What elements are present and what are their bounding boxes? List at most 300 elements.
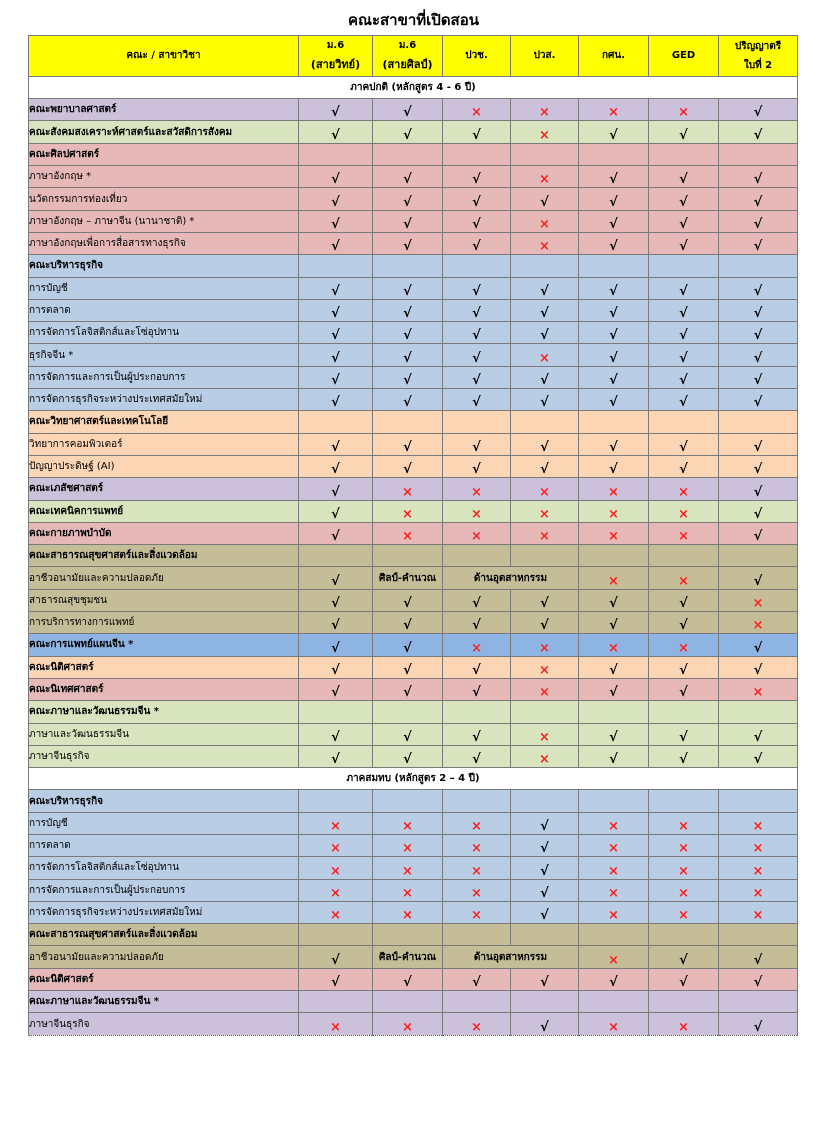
mark-cell bbox=[443, 389, 511, 411]
mark-cell bbox=[579, 500, 649, 522]
mark-cell bbox=[579, 121, 649, 143]
cross-icon: × bbox=[539, 752, 550, 768]
mark-cell bbox=[299, 901, 373, 923]
mark-cell bbox=[443, 745, 511, 767]
program-row bbox=[29, 366, 798, 388]
check-icon: √ bbox=[403, 105, 412, 121]
program-name: ภาษาอังกฤษ – ภาษาจีน (นานาชาติ) * bbox=[29, 210, 299, 232]
mark-cell bbox=[443, 656, 511, 678]
cross-icon: × bbox=[471, 841, 482, 857]
check-icon: √ bbox=[331, 439, 340, 455]
check-icon: √ bbox=[403, 328, 412, 344]
empty-cell bbox=[649, 411, 719, 433]
mark-cell bbox=[373, 99, 443, 121]
cross-icon: × bbox=[471, 105, 482, 121]
check-icon: √ bbox=[331, 506, 340, 522]
empty-cell bbox=[649, 924, 719, 946]
faculty-row bbox=[29, 500, 798, 522]
check-icon: √ bbox=[331, 239, 340, 255]
mark-cell bbox=[649, 812, 719, 834]
mark-cell bbox=[511, 745, 579, 767]
check-icon: √ bbox=[753, 172, 763, 188]
empty-cell bbox=[719, 411, 798, 433]
cross-icon: × bbox=[539, 662, 550, 678]
mark-cell bbox=[373, 879, 443, 901]
mark-cell bbox=[579, 299, 649, 321]
empty-cell bbox=[299, 701, 373, 723]
mark-cell bbox=[649, 455, 719, 477]
mark-cell bbox=[579, 478, 649, 500]
check-icon: √ bbox=[753, 529, 763, 545]
mark-cell bbox=[579, 968, 649, 990]
mark-cell bbox=[719, 99, 798, 121]
cross-icon: × bbox=[330, 1019, 341, 1035]
program-row bbox=[29, 812, 798, 834]
check-icon: √ bbox=[540, 194, 549, 210]
mark-cell bbox=[511, 589, 579, 611]
mark-cell bbox=[443, 589, 511, 611]
empty-cell bbox=[443, 991, 511, 1013]
cross-icon: × bbox=[330, 863, 341, 879]
check-icon: √ bbox=[679, 618, 688, 634]
check-icon: √ bbox=[609, 439, 618, 455]
check-icon: √ bbox=[609, 975, 618, 991]
mark-cell bbox=[299, 879, 373, 901]
check-icon: √ bbox=[331, 127, 340, 143]
empty-cell bbox=[299, 143, 373, 165]
check-icon: √ bbox=[472, 596, 481, 612]
cross-icon: × bbox=[752, 685, 764, 701]
program-row bbox=[29, 1013, 798, 1035]
empty-cell bbox=[299, 545, 373, 567]
program-name: การจัดการโลจิสติกส์และโซ่อุปทาน bbox=[29, 857, 299, 879]
cross-icon: × bbox=[402, 484, 413, 500]
cross-icon: × bbox=[471, 640, 482, 656]
mark-cell bbox=[511, 522, 579, 544]
empty-cell bbox=[719, 143, 798, 165]
program-name: วิทยาการคอมพิวเตอร์ bbox=[29, 433, 299, 455]
program-row bbox=[29, 322, 798, 344]
check-icon: √ bbox=[472, 752, 481, 768]
empty-cell bbox=[579, 411, 649, 433]
header-col-sci-line2: (สายวิทย์) bbox=[310, 58, 361, 71]
mark-cell bbox=[511, 277, 579, 299]
cross-icon: × bbox=[608, 573, 619, 589]
mark-cell bbox=[443, 121, 511, 143]
check-icon: √ bbox=[753, 462, 763, 478]
cross-icon: × bbox=[678, 885, 689, 901]
check-icon: √ bbox=[540, 306, 549, 322]
mark-cell bbox=[719, 678, 798, 700]
cross-icon: × bbox=[402, 908, 413, 924]
note-cell: ศิลป์-คำนวณ bbox=[373, 567, 443, 589]
empty-cell bbox=[719, 545, 798, 567]
mark-cell bbox=[649, 522, 719, 544]
faculty-name: คณะนิเทศศาสตร์ bbox=[29, 678, 299, 700]
mark-cell bbox=[373, 210, 443, 232]
check-icon: √ bbox=[753, 328, 763, 344]
mark-cell bbox=[511, 322, 579, 344]
empty-cell bbox=[299, 411, 373, 433]
check-icon: √ bbox=[331, 216, 340, 232]
check-icon: √ bbox=[403, 239, 412, 255]
mark-cell bbox=[299, 723, 373, 745]
empty-cell bbox=[579, 790, 649, 812]
mark-cell bbox=[443, 344, 511, 366]
mark-cell bbox=[373, 745, 443, 767]
program-name: การตลาด bbox=[29, 299, 299, 321]
mark-cell bbox=[649, 857, 719, 879]
check-icon: √ bbox=[331, 172, 340, 188]
mark-cell bbox=[579, 879, 649, 901]
program-row bbox=[29, 277, 798, 299]
program-row bbox=[29, 188, 798, 210]
program-name: การบริการทางการแพทย์ bbox=[29, 612, 299, 634]
faculty-name: คณะพยาบาลศาสตร์ bbox=[29, 99, 299, 121]
program-row bbox=[29, 567, 798, 589]
mark-cell bbox=[649, 277, 719, 299]
mark-cell bbox=[511, 723, 579, 745]
mark-cell bbox=[649, 166, 719, 188]
faculty-row bbox=[29, 678, 798, 700]
mark-cell bbox=[299, 277, 373, 299]
mark-cell bbox=[649, 188, 719, 210]
mark-cell bbox=[299, 522, 373, 544]
check-icon: √ bbox=[403, 685, 412, 701]
program-name: การจัดการและการเป็นผู้ประกอบการ bbox=[29, 366, 299, 388]
check-icon: √ bbox=[609, 395, 618, 411]
faculty-name: คณะการแพทย์แผนจีน * bbox=[29, 634, 299, 656]
mark-cell bbox=[511, 232, 579, 254]
program-name: ภาษาอังกฤษ * bbox=[29, 166, 299, 188]
mark-cell bbox=[579, 277, 649, 299]
check-icon: √ bbox=[753, 729, 763, 745]
empty-cell bbox=[579, 143, 649, 165]
mark-cell bbox=[373, 322, 443, 344]
check-icon: √ bbox=[679, 462, 688, 478]
mark-cell bbox=[373, 812, 443, 834]
check-icon: √ bbox=[609, 462, 618, 478]
programs-table bbox=[28, 35, 798, 1036]
empty-cell bbox=[579, 924, 649, 946]
check-icon: √ bbox=[753, 975, 763, 991]
mark-cell bbox=[443, 299, 511, 321]
mark-cell bbox=[511, 344, 579, 366]
check-icon: √ bbox=[679, 306, 688, 322]
cross-icon: × bbox=[471, 506, 482, 522]
check-icon: √ bbox=[472, 618, 481, 634]
check-icon: √ bbox=[753, 283, 763, 299]
mark-cell bbox=[299, 567, 373, 589]
cross-icon: × bbox=[471, 1019, 482, 1035]
mark-cell bbox=[511, 188, 579, 210]
faculty-name: คณะสังคมสงเคราะห์ศาสตร์และสวัสดิการสังคม bbox=[29, 121, 299, 143]
check-icon: √ bbox=[679, 395, 688, 411]
cross-icon: × bbox=[752, 863, 764, 879]
mark-cell bbox=[299, 745, 373, 767]
mark-cell bbox=[373, 612, 443, 634]
empty-cell bbox=[649, 143, 719, 165]
cross-icon: × bbox=[539, 172, 550, 188]
faculty-row bbox=[29, 411, 798, 433]
header-col-pvoc: ปวช. bbox=[443, 36, 511, 77]
mark-cell bbox=[579, 834, 649, 856]
check-icon: √ bbox=[403, 662, 412, 678]
faculty-name: คณะสาธารณสุขศาสตร์และสิ่งแวดล้อม bbox=[29, 545, 299, 567]
section-row bbox=[29, 768, 798, 790]
check-icon: √ bbox=[753, 506, 763, 522]
mark-cell bbox=[649, 678, 719, 700]
check-icon: √ bbox=[540, 618, 549, 634]
mark-cell bbox=[579, 1013, 649, 1035]
program-row bbox=[29, 745, 798, 767]
mark-cell bbox=[443, 678, 511, 700]
empty-cell bbox=[579, 255, 649, 277]
cross-icon: × bbox=[678, 863, 689, 879]
cross-icon: × bbox=[608, 484, 619, 500]
header-col-arts-line1: ม.6 bbox=[398, 40, 417, 51]
mark-cell bbox=[719, 1013, 798, 1035]
cross-icon: × bbox=[402, 841, 413, 857]
mark-cell bbox=[443, 612, 511, 634]
mark-cell bbox=[719, 455, 798, 477]
check-icon: √ bbox=[403, 618, 412, 634]
empty-cell bbox=[299, 255, 373, 277]
check-icon: √ bbox=[403, 640, 412, 656]
header-col-sci-line1: ม.6 bbox=[326, 40, 345, 51]
check-icon: √ bbox=[753, 752, 763, 768]
check-icon: √ bbox=[331, 618, 340, 634]
check-icon: √ bbox=[679, 216, 688, 232]
cross-icon: × bbox=[539, 239, 550, 255]
cross-icon: × bbox=[402, 863, 413, 879]
mark-cell bbox=[719, 366, 798, 388]
mark-cell bbox=[511, 1013, 579, 1035]
faculty-row bbox=[29, 121, 798, 143]
mark-cell bbox=[719, 589, 798, 611]
mark-cell bbox=[299, 366, 373, 388]
check-icon: √ bbox=[403, 172, 412, 188]
check-icon: √ bbox=[472, 172, 481, 188]
program-name: ภาษาจีนธุรกิจ bbox=[29, 745, 299, 767]
program-row bbox=[29, 166, 798, 188]
faculty-row bbox=[29, 656, 798, 678]
cross-icon: × bbox=[539, 506, 550, 522]
check-icon: √ bbox=[753, 952, 763, 968]
faculty-name: คณะนิติศาสตร์ bbox=[29, 656, 299, 678]
mark-cell bbox=[649, 1013, 719, 1035]
mark-cell bbox=[649, 232, 719, 254]
cross-icon: × bbox=[608, 818, 619, 834]
mark-cell bbox=[511, 433, 579, 455]
mark-cell bbox=[299, 946, 373, 968]
program-row bbox=[29, 901, 798, 923]
mark-cell bbox=[299, 834, 373, 856]
program-name: การจัดการและการเป็นผู้ประกอบการ bbox=[29, 879, 299, 901]
check-icon: √ bbox=[331, 306, 340, 322]
faculty-row bbox=[29, 701, 798, 723]
cross-icon: × bbox=[539, 105, 550, 121]
note-cell: ด้านอุตสาหกรรม bbox=[443, 567, 579, 589]
faculty-row bbox=[29, 634, 798, 656]
check-icon: √ bbox=[472, 283, 481, 299]
mark-cell bbox=[511, 901, 579, 923]
check-icon: √ bbox=[403, 596, 412, 612]
cross-icon: × bbox=[471, 863, 482, 879]
mark-cell bbox=[373, 522, 443, 544]
mark-cell bbox=[443, 366, 511, 388]
check-icon: √ bbox=[679, 172, 688, 188]
cross-icon: × bbox=[678, 573, 689, 589]
mark-cell bbox=[443, 723, 511, 745]
mark-cell bbox=[719, 344, 798, 366]
empty-cell bbox=[443, 545, 511, 567]
mark-cell bbox=[511, 210, 579, 232]
mark-cell bbox=[299, 968, 373, 990]
mark-cell bbox=[373, 1013, 443, 1035]
faculty-row bbox=[29, 790, 798, 812]
program-row bbox=[29, 232, 798, 254]
mark-cell bbox=[719, 121, 798, 143]
mark-cell bbox=[649, 946, 719, 968]
mark-cell bbox=[373, 455, 443, 477]
mark-cell bbox=[719, 634, 798, 656]
check-icon: √ bbox=[403, 306, 412, 322]
mark-cell bbox=[373, 857, 443, 879]
empty-cell bbox=[511, 545, 579, 567]
empty-cell bbox=[373, 790, 443, 812]
empty-cell bbox=[511, 255, 579, 277]
mark-cell bbox=[373, 656, 443, 678]
cross-icon: × bbox=[608, 529, 619, 545]
empty-cell bbox=[511, 143, 579, 165]
mark-cell bbox=[511, 834, 579, 856]
faculty-row bbox=[29, 478, 798, 500]
mark-cell bbox=[443, 478, 511, 500]
table-body bbox=[29, 76, 798, 1035]
empty-cell bbox=[579, 545, 649, 567]
mark-cell bbox=[719, 299, 798, 321]
mark-cell bbox=[299, 121, 373, 143]
empty-cell bbox=[511, 790, 579, 812]
mark-cell bbox=[511, 879, 579, 901]
check-icon: √ bbox=[472, 194, 481, 210]
empty-cell bbox=[443, 143, 511, 165]
mark-cell bbox=[373, 188, 443, 210]
check-icon: √ bbox=[331, 328, 340, 344]
mark-cell bbox=[649, 634, 719, 656]
mark-cell bbox=[719, 522, 798, 544]
cross-icon: × bbox=[678, 841, 689, 857]
check-icon: √ bbox=[403, 127, 412, 143]
mark-cell bbox=[511, 656, 579, 678]
check-icon: √ bbox=[753, 484, 763, 500]
check-icon: √ bbox=[540, 596, 549, 612]
cross-icon: × bbox=[330, 885, 341, 901]
mark-cell bbox=[373, 901, 443, 923]
mark-cell bbox=[579, 946, 649, 968]
mark-cell bbox=[299, 210, 373, 232]
check-icon: √ bbox=[609, 618, 618, 634]
check-icon: √ bbox=[753, 216, 763, 232]
mark-cell bbox=[443, 99, 511, 121]
mark-cell bbox=[719, 500, 798, 522]
check-icon: √ bbox=[679, 239, 688, 255]
mark-cell bbox=[579, 389, 649, 411]
program-row bbox=[29, 612, 798, 634]
program-name: สาธารณสุขชุมชน bbox=[29, 589, 299, 611]
mark-cell bbox=[719, 567, 798, 589]
mark-cell bbox=[719, 389, 798, 411]
mark-cell bbox=[649, 389, 719, 411]
check-icon: √ bbox=[403, 462, 412, 478]
check-icon: √ bbox=[540, 863, 549, 879]
header-col-sci bbox=[299, 36, 373, 77]
faculty-name: คณะนิติศาสตร์ bbox=[29, 968, 299, 990]
program-row bbox=[29, 433, 798, 455]
check-icon: √ bbox=[403, 752, 412, 768]
mark-cell bbox=[579, 901, 649, 923]
mark-cell bbox=[579, 344, 649, 366]
mark-cell bbox=[579, 589, 649, 611]
check-icon: √ bbox=[331, 640, 340, 656]
program-name: การจัดการธุรกิจระหว่างประเทศสมัยใหม่ bbox=[29, 389, 299, 411]
header-col-ged: GED bbox=[649, 36, 719, 77]
program-name: อาชีวอนามัยและความปลอดภัย bbox=[29, 946, 299, 968]
check-icon: √ bbox=[679, 729, 688, 745]
mark-cell bbox=[649, 612, 719, 634]
empty-cell bbox=[299, 991, 373, 1013]
mark-cell bbox=[299, 612, 373, 634]
mark-cell bbox=[373, 277, 443, 299]
mark-cell bbox=[443, 455, 511, 477]
mark-cell bbox=[443, 968, 511, 990]
cross-icon: × bbox=[608, 506, 619, 522]
cross-icon: × bbox=[539, 216, 550, 232]
mark-cell bbox=[579, 857, 649, 879]
cross-icon: × bbox=[752, 908, 764, 924]
program-name: การบัญชี bbox=[29, 812, 299, 834]
mark-cell bbox=[649, 299, 719, 321]
check-icon: √ bbox=[540, 885, 549, 901]
empty-cell bbox=[373, 545, 443, 567]
cross-icon: × bbox=[608, 908, 619, 924]
check-icon: √ bbox=[609, 172, 618, 188]
check-icon: √ bbox=[609, 373, 618, 389]
mark-cell bbox=[719, 322, 798, 344]
empty-cell bbox=[579, 991, 649, 1013]
mark-cell bbox=[373, 500, 443, 522]
program-name: การจัดการโลจิสติกส์และโซ่อุปทาน bbox=[29, 322, 299, 344]
mark-cell bbox=[719, 277, 798, 299]
program-row bbox=[29, 723, 798, 745]
cross-icon: × bbox=[539, 127, 550, 143]
check-icon: √ bbox=[609, 239, 618, 255]
faculty-name: คณะเภสัชศาสตร์ bbox=[29, 478, 299, 500]
program-name: ภาษาอังกฤษเพื่อการสื่อสารทางธุรกิจ bbox=[29, 232, 299, 254]
mark-cell bbox=[579, 433, 649, 455]
check-icon: √ bbox=[540, 841, 549, 857]
mark-cell bbox=[649, 567, 719, 589]
page-title: คณะสาขาที่เปิดสอน bbox=[348, 11, 479, 29]
mark-cell bbox=[443, 188, 511, 210]
check-icon: √ bbox=[472, 462, 481, 478]
faculty-row bbox=[29, 991, 798, 1013]
mark-cell bbox=[443, 166, 511, 188]
program-row bbox=[29, 589, 798, 611]
mark-cell bbox=[649, 723, 719, 745]
program-name: การบัญชี bbox=[29, 277, 299, 299]
